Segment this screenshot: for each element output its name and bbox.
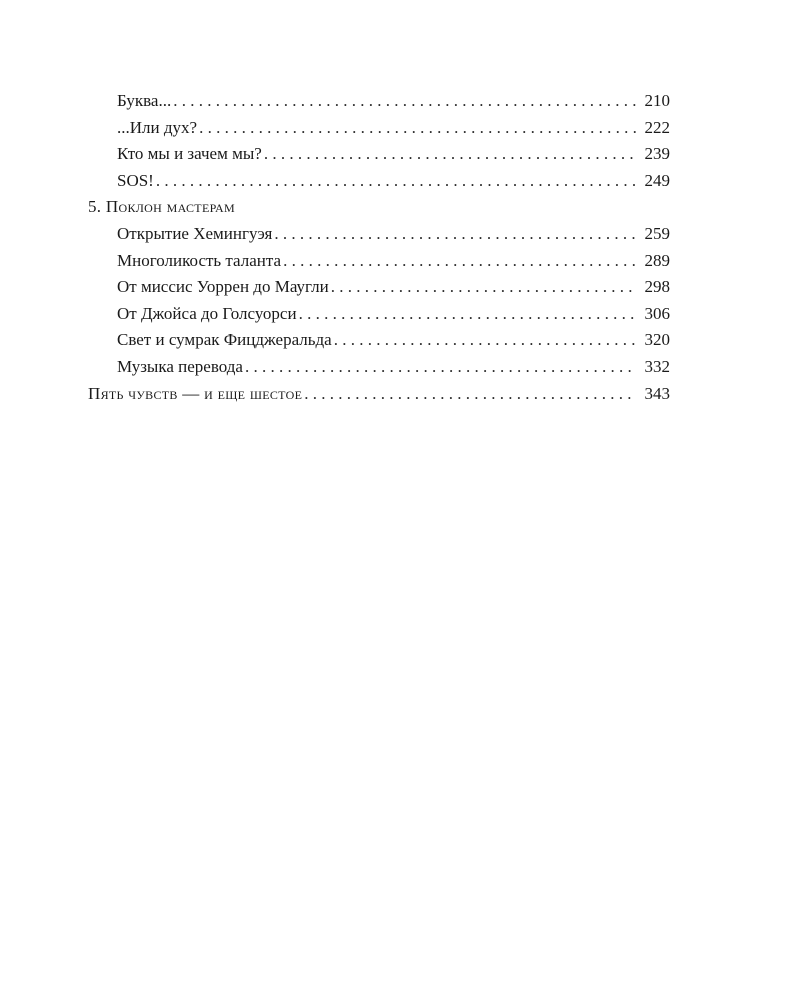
toc-entry <box>88 301 670 328</box>
toc-entry <box>88 115 670 142</box>
toc-entry-title: От Джойса до Голсуорси <box>117 303 297 323</box>
toc-entry-title: Открытие Хемингуэя <box>117 223 273 243</box>
dot-leader <box>245 354 636 381</box>
toc-section-heading <box>88 194 670 221</box>
toc-entry-title: Многоликость таланта <box>117 250 282 270</box>
dot-leader <box>199 115 636 142</box>
dot-leader <box>283 248 636 275</box>
toc-entry-page: 332 <box>644 356 670 376</box>
toc-entry-title: Музыка перевода <box>117 356 243 376</box>
toc-entry-page: 239 <box>644 144 670 164</box>
toc-entry-page: 306 <box>644 303 670 323</box>
toc-entry-page: 343 <box>644 383 670 403</box>
table-of-contents <box>88 88 670 407</box>
toc-entry-title: Буква... <box>117 91 172 110</box>
dot-leader <box>304 381 636 408</box>
dot-leader <box>334 327 636 354</box>
toc-entry-title: ...Или дух? <box>117 117 198 137</box>
dot-leader <box>173 88 636 115</box>
toc-entry <box>88 168 670 195</box>
toc-entry-top-level <box>88 381 670 408</box>
toc-section-title: 5. Поклон мастерам <box>88 197 235 217</box>
dot-leader <box>264 141 636 168</box>
toc-entry-page: 320 <box>644 330 670 350</box>
toc-entry-title: От миссис Уоррен до Маугли <box>117 277 329 297</box>
toc-entry-page: 249 <box>644 170 670 190</box>
dot-leader <box>299 301 636 328</box>
toc-entry-page: 259 <box>644 223 670 243</box>
dot-leader <box>156 168 636 195</box>
toc-entry-page: 210 <box>644 91 670 110</box>
toc-entry-title: SOS! <box>117 170 154 190</box>
dot-leader <box>274 221 636 248</box>
toc-entry-page: 298 <box>644 277 670 297</box>
toc-entry <box>88 221 670 248</box>
toc-entry <box>88 354 670 381</box>
toc-entry-title: Свет и сумрак Фицджеральда <box>117 330 332 350</box>
dot-leader <box>331 274 636 301</box>
toc-entry <box>88 327 670 354</box>
toc-entry <box>88 248 670 275</box>
toc-entry <box>88 88 670 115</box>
toc-entry <box>88 274 670 301</box>
toc-entry-title: Кто мы и зачем мы? <box>117 144 262 164</box>
toc-entry-page: 289 <box>644 250 670 270</box>
toc-entry-page: 222 <box>644 117 670 137</box>
toc-entry <box>88 141 670 168</box>
toc-entry-title: Пять чувств — и еще шестое <box>88 383 303 403</box>
